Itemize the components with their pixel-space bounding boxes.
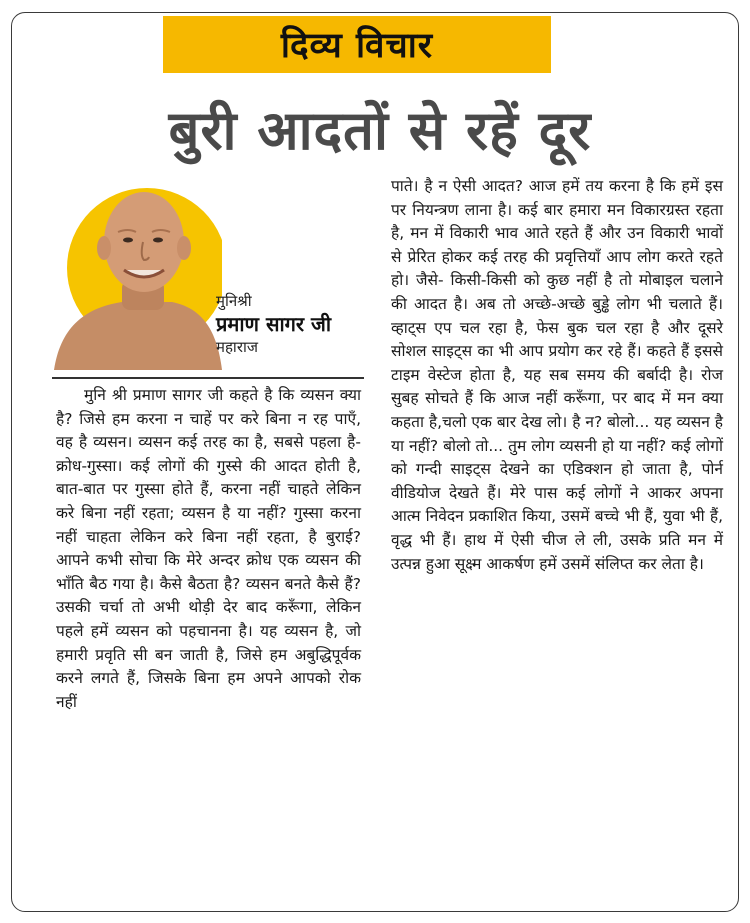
- article-body-right-column: पाते। है न ऐसी आदत? आज हमें तय करना है कि हमें इस पर नियन्त्रण लाना है। कई बार हमारा मन विकारग्रस्त रहता है, मन में विकारी भाव आते रहते हैं और उन विकारी भावों से प्रेरित होकर कई तरह की प्रवृत्तियाँ आप लोग करते रहते हो। जैसे- किसी-किसी को कुछ नहीं है तो मोबाइल चलाने की आदत है। अब तो अच्छे-अच्छे बुड्ढे लोग भी चलाते हैं। व्हाट्स एप चल रहा है, फेस बुक चल रहा है और दूसरे सोशल साइट्स का भी आप प्रयोग कर रहे हैं। कहते हैं इससे टाइम वेस्टेज होता है, यह सब समय की बर्बादी है। रोज सुबह सोचते हैं कि आज नहीं करूँगा, पर बाद में मन क्या कहता है,चलो एक बार देख लो। है न? बोलो... यह व्यसन है या नहीं? बोलो तो... तुम लोग व्यसनी हो या नहीं? कई लोगों को गन्दी साइट्स देखने का एडिक्शन हो जाता है, पोर्न वीडियोज देखते हैं। मेरे पास कई लोगों ने आकर अपना आत्म निवेदन प्रकाशित किया, उसमें बच्चे भी हैं, युवा भी हैं, वृद्ध भी हैं। हाथ में ऐसी चीज ले ली, उसके प्रति मन में उत्पन्न हुआ सूक्ष्म आकर्षण हमें उसमें संलिप्त कर लेता है।: [391, 177, 723, 573]
- author-portrait-image: [52, 180, 222, 370]
- author-photo: [52, 180, 222, 370]
- column-divider-rule: [52, 377, 364, 379]
- article-body-left-column: मुनि श्री प्रमाण सागर जी कहते है कि व्यसन क्या है? जिसे हम करना न चाहें पर करे बिना न रह पाएँ, वह है व्यसन। व्यसन कई तरह का है, सबसे पहला है- क्रोध-गुस्सा। कई लोगों की गुस्से की आदत होती है, बात-बात पर गुस्सा होते हैं, करना नहीं चाहते लेकिन करे बिना नहीं रहता; व्यसन है या नहीं? गुस्सा करना नहीं चाहता लेकिन करे बिना नहीं रहता, है बुराई? आपने कभी सोचा कि मेरे अन्दर क्रोध एक व्यसन की भाँति बैठ गया है। कैसे बैठता है? व्यसन बनते कैसे हैं? उसकी चर्चा तो अभी थोड़ी देर बाद करूँगा, लेकिन पहले हमें व्यसन को पहचानना है। यह व्यसन है, जो हमारी प्रवृति सी बन जाती है, जिसे हम अबुद्धिपूर्वक करने लगते हैं, जिसके बिना हम अपने आपको रोक नहीं: [56, 386, 361, 711]
- headline: बुरी आदतों से रहें दूर: [168, 99, 592, 162]
- author-byline: [216, 292, 366, 357]
- section-label: दिव्य विचार: [280, 26, 434, 66]
- author-prefix: मुनिश्री: [216, 292, 252, 310]
- section-banner: [163, 16, 551, 73]
- author-suffix: महाराज: [216, 338, 258, 356]
- author-name: प्रमाण सागर जी: [216, 312, 332, 336]
